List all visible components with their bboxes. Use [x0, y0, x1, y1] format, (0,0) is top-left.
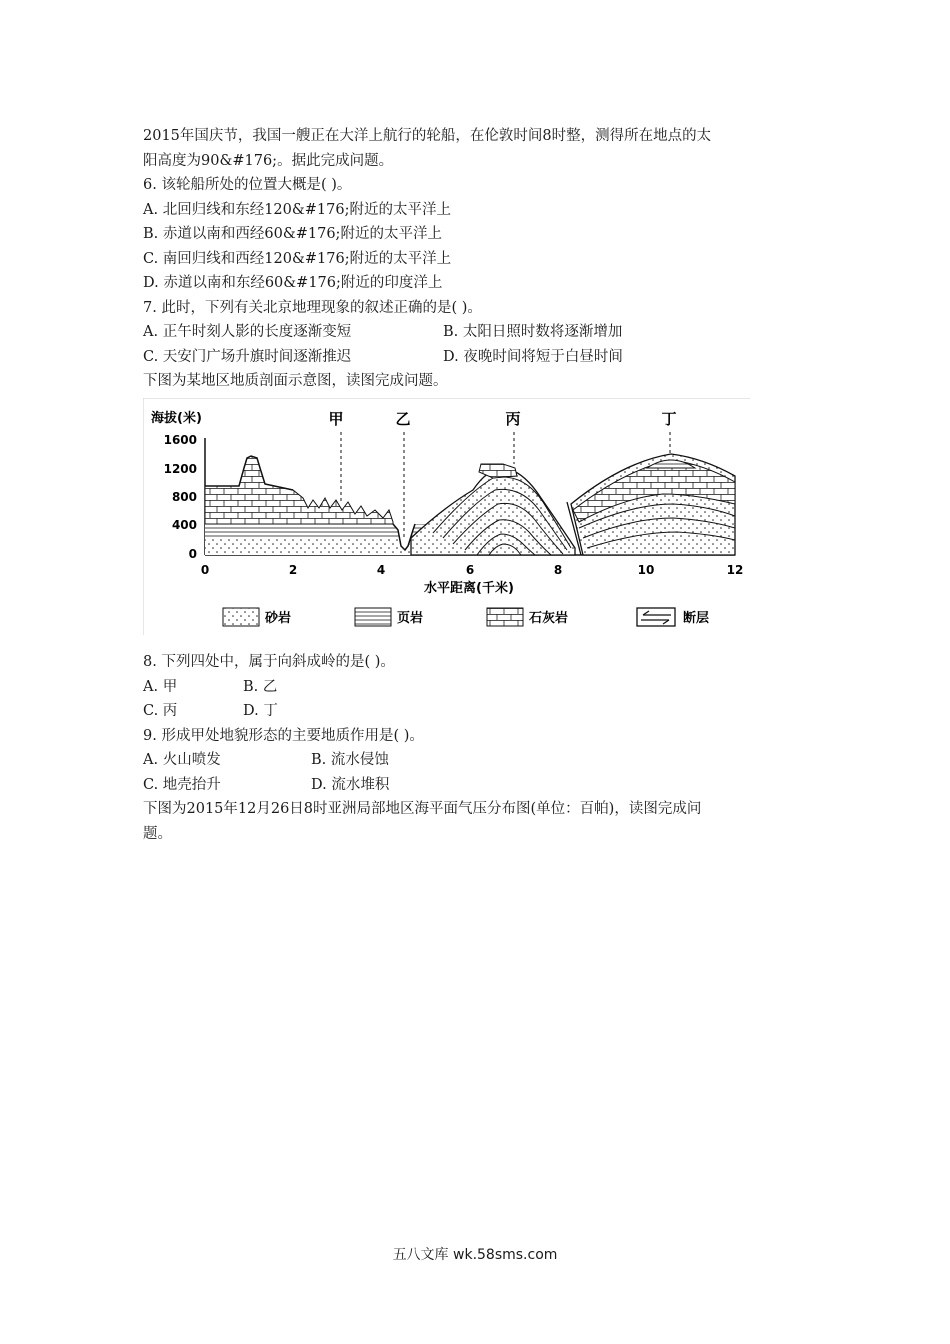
question-7-stem: 7. 此时，下列有关北京地理现象的叙述正确的是( )。: [143, 299, 482, 316]
q8-options-row: [143, 699, 823, 724]
q6-option-a: A. 北回归线和东经120&#176;附近的太平洋上: [143, 201, 451, 218]
text-block-top: [143, 124, 823, 394]
legend-sandstone-label: 砂岩: [265, 611, 292, 626]
legend-sandstone-swatch: [223, 608, 259, 626]
q7-options-row: [143, 320, 823, 345]
question-9-stem: 9. 形成甲处地貌形态的主要地质作用是( )。: [143, 727, 424, 744]
map-intro-line: 下图为2015年12月26日8时亚洲局部地区海平面气压分布图(单位：百帕)，读图完成问: [143, 801, 702, 817]
legend-shale-swatch: [355, 608, 391, 626]
q8-options-row: [143, 675, 823, 700]
geologic-cross-section-figure: [143, 398, 750, 635]
q8-option-d: D. 丁: [243, 703, 278, 719]
x-tick-label: 6: [465, 563, 475, 577]
x-tick-label: 10: [637, 563, 655, 577]
x-tick-label: 8: [553, 563, 563, 577]
legend-shale-label: 页岩: [397, 611, 424, 626]
x-tick-label: 2: [288, 563, 298, 577]
point-label-yi: 乙: [395, 410, 411, 428]
question-6-stem: 6. 该轮船所处的位置大概是( )。: [143, 177, 352, 193]
x-tick-label: 12: [726, 563, 744, 577]
x-tick-label: 0: [200, 563, 210, 577]
q7-option-b: B. 太阳日照时数将逐渐增加: [443, 324, 623, 340]
y-axis-label: 海拔(米): [151, 411, 202, 426]
y-tick-label: 0: [188, 547, 197, 561]
q6-option-b: B. 赤道以南和西经60&#176;附近的太平洋上: [143, 226, 442, 242]
y-tick-label: 800: [171, 490, 197, 504]
y-tick-label: 1200: [163, 462, 197, 476]
page-footer: 五八文库 wk.58sms.com: [392, 1247, 558, 1263]
q6-option-d: D. 赤道以南和东经60&#176;附近的印度洋上: [143, 275, 443, 291]
legend-fault-label: 断层: [683, 611, 710, 626]
q6-option-c: C. 南回归线和西经120&#176;附近的太平洋上: [143, 250, 452, 267]
q9-option-d: D. 流水堆积: [311, 776, 390, 793]
y-tick-label: 400: [171, 518, 197, 532]
q8-option-a: A. 甲: [143, 678, 178, 695]
q8-option-c: C. 丙: [143, 703, 178, 719]
point-label-bing: 丙: [505, 410, 521, 428]
legend-limestone-label: 石灰岩: [529, 611, 569, 626]
q9-options-row: [143, 773, 823, 798]
legend-limestone-swatch: [487, 608, 523, 626]
q8-option-b: B. 乙: [243, 678, 278, 695]
q7-option-a: A. 正午时刻人影的长度逐渐变短: [143, 324, 352, 340]
q9-option-b: B. 流水侵蚀: [311, 752, 389, 768]
x-tick-label: 4: [376, 563, 386, 577]
legend-fault-swatch: [637, 608, 675, 626]
q9-option-a: A. 火山喷发: [143, 752, 221, 768]
q7-options-row: [143, 345, 823, 370]
figure-intro: 下图为某地区地质剖面示意图，读图完成问题。: [143, 373, 448, 389]
question-8-stem: 8. 下列四处中，属于向斜成岭的是( )。: [143, 654, 395, 670]
intro-line: 阳高度为90&#176;。据此完成问题。: [143, 152, 394, 169]
q7-option-d: D. 夜晚时间将短于白昼时间: [443, 348, 623, 365]
x-axis-label: 水平距离(千米): [424, 581, 514, 596]
point-label-ding: 丁: [661, 410, 677, 428]
intro-line: 2015年国庆节，我国一艘正在大洋上航行的轮船，在伦敦时间8时整，测得所在地点的太: [143, 128, 712, 144]
cross-section-svg: [143, 398, 750, 635]
q9-options-row: [143, 748, 823, 773]
point-label-jia: 甲: [328, 410, 344, 428]
y-tick-label: 1600: [163, 433, 197, 447]
map-intro-line: 题。: [143, 825, 172, 842]
text-block-bottom: [143, 650, 823, 846]
q9-option-c: C. 地壳抬升: [143, 776, 221, 793]
q7-option-c: C. 天安门广场升旗时间逐渐推迟: [143, 348, 352, 365]
